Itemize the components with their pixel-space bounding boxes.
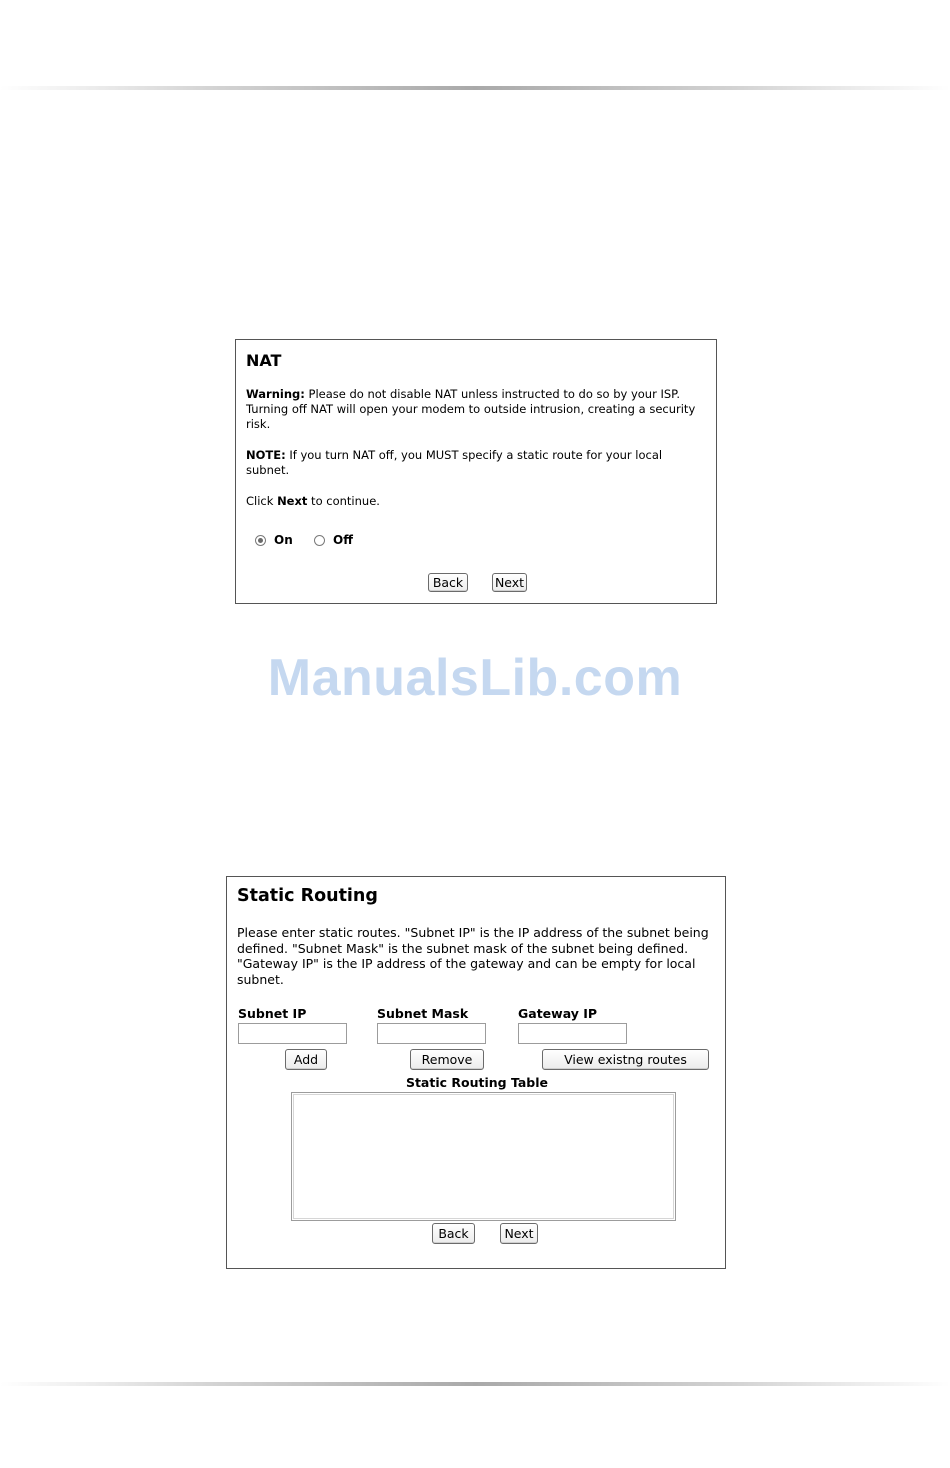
static-routing-description: Please enter static routes. "Subnet IP" is the IP address of the subnet being defined. "Subnet Mask" is the subnet mask of the subnet being defined. "Gateway IP" is the IP address of the gateway and can be empty for local subnet.: [237, 925, 709, 987]
subnet-ip-input[interactable]: [238, 1023, 347, 1044]
view-existing-routes-button[interactable]: View existng routes: [542, 1049, 709, 1070]
top-divider: [0, 86, 950, 90]
note-label: NOTE:: [246, 448, 286, 462]
static-routing-table-title: Static Routing Table: [405, 1075, 549, 1090]
subnet-mask-input[interactable]: [377, 1023, 486, 1044]
nat-off-label[interactable]: Off: [333, 533, 353, 547]
static-routing-next-button[interactable]: Next: [500, 1223, 538, 1244]
click-next-bold: Next: [277, 494, 308, 508]
add-route-button[interactable]: Add: [285, 1049, 327, 1070]
subnet-ip-label: Subnet IP: [238, 1006, 307, 1021]
nat-off-radio[interactable]: [314, 535, 325, 546]
nat-instruction: Click Next to continue.: [246, 494, 380, 508]
warning-label: Warning:: [246, 387, 305, 401]
nat-on-radio[interactable]: [255, 535, 266, 546]
nat-next-button[interactable]: Next: [492, 573, 527, 592]
bottom-divider: [0, 1382, 950, 1386]
note-text: If you turn NAT off, you MUST specify a static route for your local subnet.: [246, 448, 663, 477]
warning-text: Please do not disable NAT unless instructed to do so by your ISP. Turning off NAT will open your modem to outside intrusion, creating a security risk.: [246, 387, 696, 431]
nat-note: [246, 448, 708, 478]
subnet-mask-label: Subnet Mask: [377, 1006, 469, 1021]
nat-title: NAT: [246, 351, 282, 370]
nat-back-button[interactable]: Back: [428, 573, 468, 592]
gateway-ip-label: Gateway IP: [518, 1006, 598, 1021]
watermark: ManualsLib.com: [267, 649, 683, 707]
nat-warning: [246, 387, 708, 432]
gateway-ip-input[interactable]: [518, 1023, 627, 1044]
static-routing-panel: [226, 876, 726, 1269]
static-routing-title: Static Routing: [237, 886, 378, 906]
static-routing-table-inner: [293, 1094, 674, 1219]
static-routing-back-button[interactable]: Back: [432, 1223, 475, 1244]
static-routing-table[interactable]: [291, 1092, 676, 1221]
nat-panel: [235, 339, 717, 604]
nat-on-label[interactable]: On: [274, 533, 293, 547]
remove-route-button[interactable]: Remove: [410, 1049, 484, 1070]
